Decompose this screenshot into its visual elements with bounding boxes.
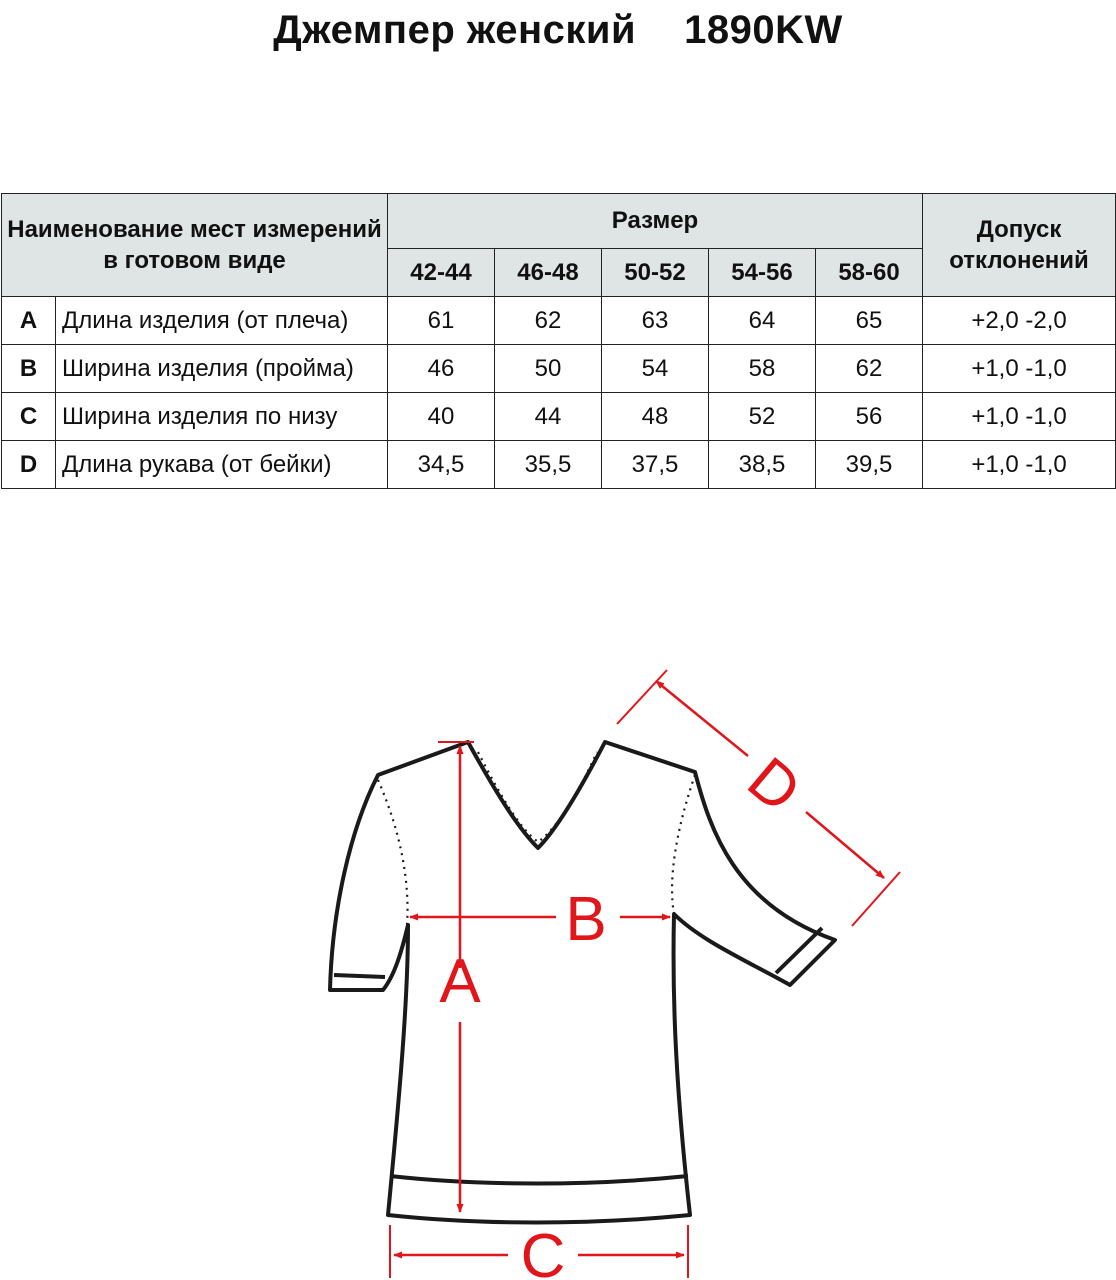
size-chart-table xyxy=(1,193,1116,489)
measure-value: 63 xyxy=(602,297,709,345)
measure-value: 62 xyxy=(816,345,923,393)
stitch-lines xyxy=(378,752,695,925)
armhole-stitch-right xyxy=(672,775,695,914)
sleeve-cuff-line-left xyxy=(334,975,385,977)
measure-value: 52 xyxy=(709,393,816,441)
measure-value: 61 xyxy=(388,297,495,345)
product-name: Джемпер женский xyxy=(273,8,637,52)
label-d: D xyxy=(734,744,814,826)
measure-value: 56 xyxy=(816,393,923,441)
measure-value: 46 xyxy=(388,345,495,393)
table-row xyxy=(2,441,1116,489)
sleeve-cuff-line-right xyxy=(776,928,822,973)
measure-name: Длина рукава (от бейки) xyxy=(56,441,388,489)
measure-value: 48 xyxy=(602,393,709,441)
table-row xyxy=(2,345,1116,393)
measure-value: 34,5 xyxy=(388,441,495,489)
table-row xyxy=(2,297,1116,345)
measurement-labels xyxy=(439,744,813,1280)
size-group-header: Размер xyxy=(388,194,923,249)
measure-value: 50 xyxy=(495,345,602,393)
size-header: 46-48 xyxy=(495,249,602,297)
measure-code: B xyxy=(2,345,56,393)
measure-name: Ширина изделия по низу xyxy=(56,393,388,441)
hem-band-line xyxy=(390,1176,688,1184)
size-header: 54-56 xyxy=(709,249,816,297)
measure-value: 62 xyxy=(495,297,602,345)
measure-value: 44 xyxy=(495,393,602,441)
size-header: 50-52 xyxy=(602,249,709,297)
measure-value: 38,5 xyxy=(709,441,816,489)
measure-value: 35,5 xyxy=(495,441,602,489)
measure-code: A xyxy=(2,297,56,345)
measure-tolerance: +1,0 -1,0 xyxy=(923,345,1116,393)
table-row xyxy=(2,393,1116,441)
measure-value: 64 xyxy=(709,297,816,345)
measure-name: Длина изделия (от плеча) xyxy=(56,297,388,345)
measure-value: 37,5 xyxy=(602,441,709,489)
measure-value: 65 xyxy=(816,297,923,345)
article-number: 1890KW xyxy=(684,8,843,52)
page-title xyxy=(0,8,1116,53)
arrow-d-lower xyxy=(806,812,884,878)
arrow-d-upper xyxy=(656,681,748,756)
tolerance-header: Допуск отклонений xyxy=(923,194,1116,297)
size-header: 58-60 xyxy=(816,249,923,297)
label-a: A xyxy=(439,947,481,1016)
label-c: C xyxy=(520,1222,566,1280)
guide-line-d-top xyxy=(617,670,667,724)
jumper-sketch xyxy=(0,640,1116,1280)
measure-name: Ширина изделия (пройма) xyxy=(56,345,388,393)
measure-value: 40 xyxy=(388,393,495,441)
measure-tolerance: +2,0 -2,0 xyxy=(923,297,1116,345)
measure-value: 58 xyxy=(709,345,816,393)
measure-tolerance: +1,0 -1,0 xyxy=(923,393,1116,441)
measure-code: C xyxy=(2,393,56,441)
armhole-stitch-left xyxy=(378,780,408,925)
measure-tolerance: +1,0 -1,0 xyxy=(923,441,1116,489)
neckline-stitch xyxy=(478,752,597,842)
measure-code: D xyxy=(2,441,56,489)
guide-line-d-bottom xyxy=(852,872,900,926)
label-b: B xyxy=(565,885,607,954)
size-header: 42-44 xyxy=(388,249,495,297)
garment-diagram xyxy=(0,640,1116,1280)
measure-value: 54 xyxy=(602,345,709,393)
measurement-header: Наименование мест измерений в готовом виде xyxy=(2,194,388,297)
measure-value: 39,5 xyxy=(816,441,923,489)
